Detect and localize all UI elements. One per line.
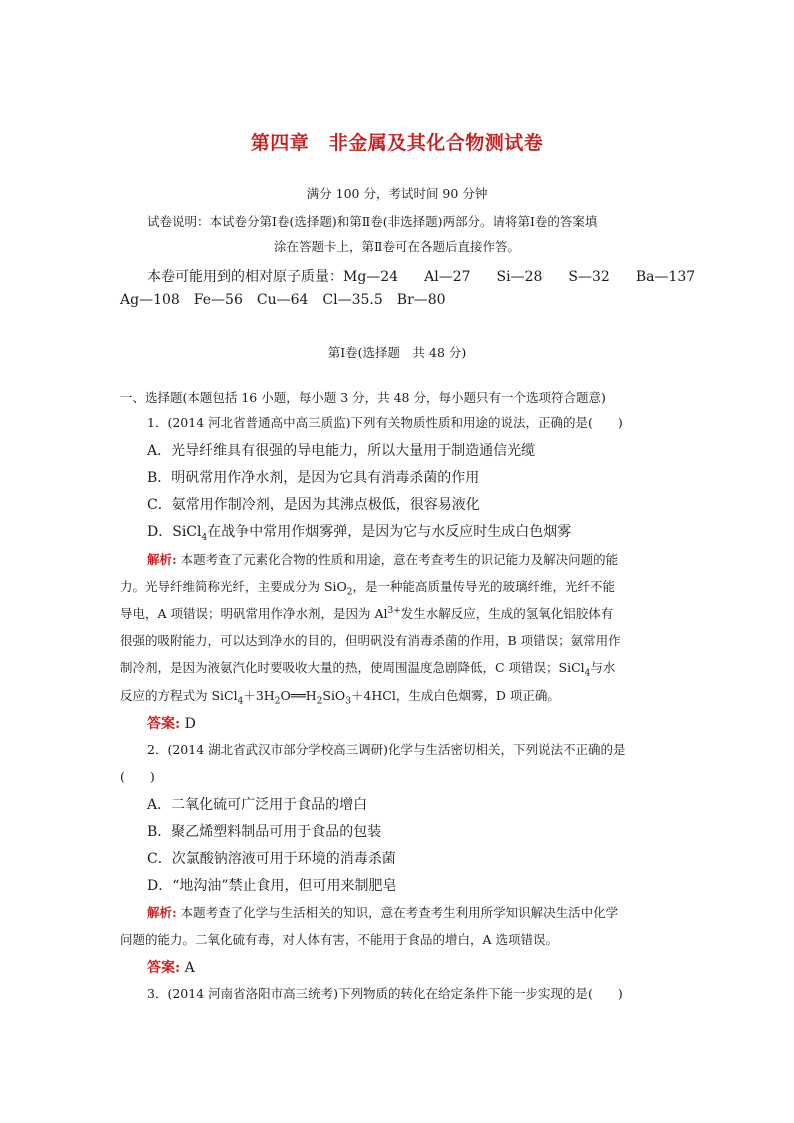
part-header: 一、选择题(本题包括 16 小题，每小题 3 分，共 48 分，每小题只有一个选项符合题意): [120, 390, 606, 405]
q1-answer-label: 答案:: [147, 716, 181, 732]
q2-stem-line-2: ( ): [120, 769, 155, 784]
atomic-mass-intro: 本卷可能用到的相对原子质量：: [147, 269, 343, 285]
q2-option-b: B．聚乙烯塑料制品可用于食品的包装: [147, 824, 382, 840]
atomic-mass-ag: Ag—108: [120, 292, 180, 308]
atomic-mass-line-1: [147, 266, 695, 286]
q3-stem: 3．(2014 河南省洛阳市高三统考)下列物质的转化在给定条件下能一步实现的是( ): [147, 986, 623, 1001]
q2-answer-label: 答案:: [147, 960, 181, 976]
q1-answer: 答案: D: [147, 716, 196, 732]
q2-answer: 答案: A: [147, 960, 195, 976]
section-title: 第Ⅰ卷(选择题 共 48 分): [327, 345, 467, 360]
q2-option-a: A．二氧化硫可广泛用于食品的增白: [147, 797, 368, 813]
q1-analysis-line-1: 解析: 本题考查了元素化合物的性质和用途，意在考查考生的识记能力及解决问题的能: [147, 552, 619, 567]
q2-option-d: D．“地沟油”禁止食用，但可用来制肥皂: [147, 878, 397, 894]
q1-analysis-line-5: 制冷剂，是因为液氨汽化时要吸收大量的热，使周围温度急剧降低，C 项错误；SiCl$_4$与水: [120, 660, 616, 679]
atomic-mass-br: Br—80: [396, 292, 446, 308]
q1-option-a: A．光导纤维具有很强的导电能力，所以大量用于制造通信光缆: [147, 443, 536, 459]
atomic-mass-si: Si—28: [496, 269, 543, 285]
atomic-mass-fe: Fe—56: [193, 292, 243, 308]
atomic-mass-cl: Cl—35.5: [322, 292, 383, 308]
atomic-mass-al: Al—27: [424, 269, 471, 285]
atomic-mass-cu: Cu—64: [256, 292, 309, 308]
q1-analysis-line-2: 力。光导纤维简称光纤，主要成分为 SiO$_2$，是一种能高质量传导光的玻璃纤维，光纤不能: [120, 579, 616, 598]
q2-stem-line-1: 2．(2014 湖北省武汉市部分学校高三调研)化学与生活密切相关，下列说法不正确的是: [147, 742, 626, 757]
atomic-mass-mg: Mg—24: [343, 269, 399, 285]
q1-option-c: C．氨常用作制冷剂，是因为其沸点极低，很容易液化: [147, 497, 480, 513]
q1-option-b: B．明矾常用作净水剂，是因为它具有消毒杀菌的作用: [147, 470, 480, 486]
q1-analysis-label: 解析:: [147, 552, 177, 567]
instructions-line-1: 试卷说明：本试卷分第Ⅰ卷(选择题)和第Ⅱ卷(非选择题)两部分。请将第Ⅰ卷的答案填: [147, 214, 598, 229]
q2-analysis-line-1: 解析: 本题考查了化学与生活相关的知识，意在考查考生利用所学知识解决生活中化学: [147, 905, 619, 920]
q1-analysis-line-3: 导电，A 项错误；明矾常用作净水剂，是因为 $Al^{3+}$发生水解反应，生成的氢氧化铝胶体有: [120, 605, 614, 621]
exam-info: 满分 100 分，考试时间 90 分钟: [306, 186, 488, 201]
q2-analysis-line-2: 问题的能力。二氧化硫有毒，对人体有害，不能用于食品的增白，A 选项错误。: [120, 932, 559, 947]
q1-stem: 1．(2014 河北省普通高中高三质监)下列有关物质性质和用途的说法，正确的是( ): [147, 415, 623, 430]
atomic-mass-ba: Ba—137: [635, 269, 696, 285]
page-title: 第四章 非金属及其化合物测试卷: [250, 132, 544, 154]
q2-option-c: C．次氯酸钠溶液可用于环境的消毒杀菌: [147, 851, 396, 867]
q1-analysis-line-6: 反应的方程式为 $SiCl_4+3H_2O══H_2SiO_3+4HCl$，生成白色烟雾，D 项正确。: [120, 688, 560, 707]
atomic-mass-s: S—32: [568, 269, 610, 285]
instructions-line-2: 涂在答题卡上，第Ⅱ卷可在各题后直接作答。: [274, 239, 520, 254]
q1-analysis-line-4: 很强的吸附能力，可以达到净水的目的，但明矾没有消毒杀菌的作用，B 项错误；氨常用作: [120, 633, 621, 648]
atomic-mass-line-2: [120, 292, 446, 308]
q1-option-d: D．SiCl$_4$在战争中常用作烟雾弹，是因为它与水反应时生成白色烟雾: [147, 524, 572, 543]
q2-analysis-label: 解析:: [147, 905, 177, 920]
